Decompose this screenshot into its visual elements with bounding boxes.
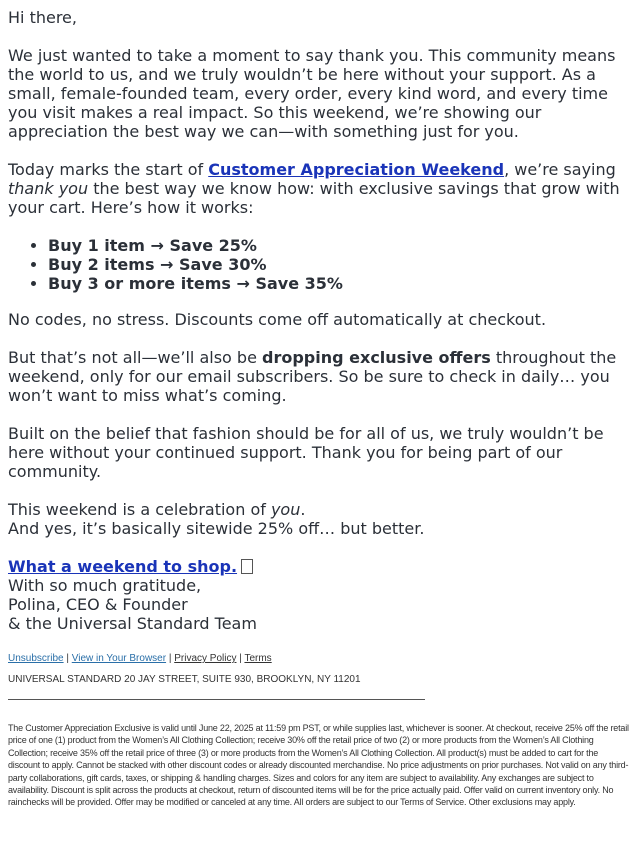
offers-bold: dropping exclusive offers xyxy=(262,348,491,367)
celebration-prefix: This weekend is a celebration of xyxy=(8,500,271,519)
offers-suffix: throughout the weekend, only for our email subscribers. So be sure to check in daily… you won’t want to miss what’s coming. xyxy=(8,348,617,405)
shop-link[interactable]: What a weekend to shop. xyxy=(8,557,238,576)
customer-appreciation-link[interactable]: Customer Appreciation Weekend xyxy=(208,160,505,179)
view-in-browser-link[interactable]: View in Your Browser xyxy=(71,653,167,664)
footer-separator: | xyxy=(166,653,175,664)
belief-paragraph: Built on the belief that fashion should be for all of us, we truly wouldn’t be here without your continued support. Thank you for being part of our community. xyxy=(8,424,604,481)
celebration-suffix: . xyxy=(300,500,306,519)
tier-item: • Buy 1 item → Save 25% xyxy=(48,236,632,255)
signoff-line1: With so much gratitude, xyxy=(8,576,202,595)
tier-item: • Buy 2 items → Save 30% xyxy=(48,255,632,274)
offers-prefix: But that’s not all—we’ll also be xyxy=(8,348,262,367)
legal-disclaimer: The Customer Appreciation Exclusive is valid until June 22, 2025 at 11:59 pm PST, or while supplies last, whichever is sooner. At checkout, receive 25% off the retail price of one (1) product from the Women’s All Clothing Collection; receive 30% off the retail price of two (2) or more products from the Women’s All Clothing Collection; receive 35% off the retail price of three (3) or more products from the Women’s All Clothing Collection. All product(s) must be added to cart for the discount to apply. Cannot be stacked with other discount codes or already discounted merchandise. No price adjustments on prior purchases. Not valid on any third-party collaborations, gift cards, taxes, or shipping & handling charges. Sizes and colors for any item are subject to availability. Any exchanges are subject to availability. Discount is split across the products at checkout, return of discounted items will be for the price actually paid. Offer valid on current inventory only. No rainchecks will be provided. Offer may be modified or canceled at any time. All orders are subject to our Terms of Service. Other exclusions may apply. xyxy=(8,723,629,808)
event-italic: thank you xyxy=(8,179,89,198)
discount-tier-list xyxy=(8,236,632,293)
event-mid: , we’re saying xyxy=(504,160,616,179)
celebration-line2: And yes, it’s basically sitewide 25% off… but better. xyxy=(8,519,425,538)
greeting: Hi there, xyxy=(8,8,77,27)
footer-links xyxy=(8,652,632,666)
heart-icon xyxy=(241,559,253,574)
celebration-paragraph xyxy=(8,500,632,538)
shop-line xyxy=(8,557,632,576)
event-prefix: Today marks the start of xyxy=(8,160,209,179)
company-address: UNIVERSAL STANDARD 20 JAY STREET, SUITE 930, BROOKLYN, NY 11201 xyxy=(8,674,361,685)
event-suffix: the best way we know how: with exclusive savings that grow with your cart. Here’s how it works: xyxy=(8,179,620,217)
unsubscribe-link[interactable]: Unsubscribe xyxy=(8,653,64,664)
offers-paragraph xyxy=(8,348,632,405)
signoff xyxy=(8,576,632,633)
no-codes-paragraph: No codes, no stress. Discounts come off automatically at checkout. xyxy=(8,310,547,329)
tier-item: • Buy 3 or more items → Save 35% xyxy=(48,274,632,293)
terms-link[interactable]: Terms xyxy=(244,653,272,664)
celebration-italic: you xyxy=(270,500,301,519)
intro-paragraph: We just wanted to take a moment to say thank you. This community means the world to us, and we truly wouldn’t be here without your support. As a small, female-founded team, every order, every kind word, and every time you visit makes a real impact. So this weekend, we’re showing our appreciation the best way we can—with something just for you. xyxy=(8,46,616,141)
footer-separator: | xyxy=(236,653,245,664)
divider xyxy=(8,699,425,700)
footer-separator: | xyxy=(63,653,72,664)
privacy-policy-link[interactable]: Privacy Policy xyxy=(174,653,237,664)
event-paragraph xyxy=(8,160,632,217)
signoff-line3: & the Universal Standard Team xyxy=(8,614,257,633)
signoff-line2: Polina, CEO & Founder xyxy=(8,595,188,614)
